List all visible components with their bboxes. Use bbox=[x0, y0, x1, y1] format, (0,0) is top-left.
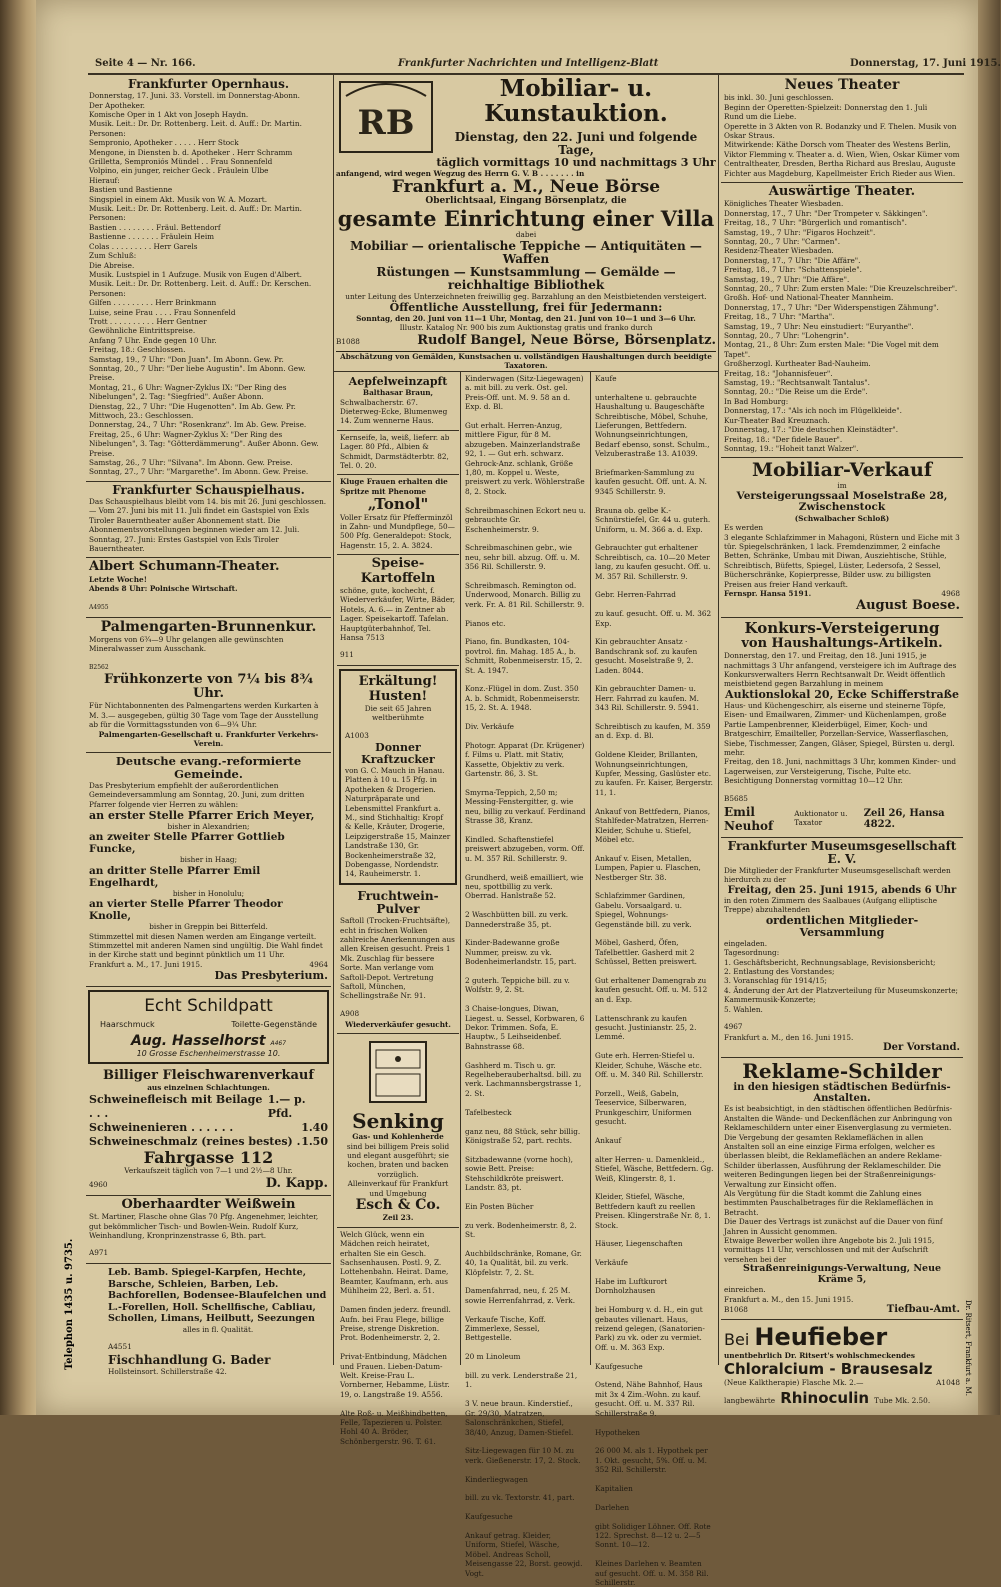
gemeinde-text2: Stimmzettel mit diesen Namen werden am Eingange verteilt. Stimmzettel mit anderen Namen sind ungültig. Die Wahl findet in der Kirche statt und beginnt pünktlich um 11 Uhr. bbox=[89, 931, 323, 960]
header-date: Donnerstag, 17. Juni 1915. bbox=[850, 58, 1001, 69]
auction-code: B1088 bbox=[336, 336, 360, 346]
wein-text: St. Martiner, Flasche ohne Glas 70 Pfg. Angenehmer, leichter, gut bekömmlicher Tisch- und Bowlen-Wein. Rudolf Kurz, Weinhandlung, Kronprinzenstrasse 6, Bth. part. bbox=[89, 1212, 319, 1240]
column-rule bbox=[460, 372, 461, 1365]
apfelwein-owner: Balthasar Braun, bbox=[362, 388, 434, 398]
fisch-ad bbox=[86, 1264, 331, 1379]
schumann-text: Letzte Woche! Abends 8 Uhr: Polnische Wirtschaft. bbox=[89, 574, 238, 594]
auctioneer-name: Rudolf Bangel, Neue Börse, Börsenplatz. bbox=[417, 332, 716, 348]
ritsert-vertical: Dr. Ritsert, Frankfurt a. M. bbox=[964, 1300, 972, 1396]
schildpatt-name: Aug. Hasselhorst bbox=[130, 1033, 266, 1050]
header-masthead: Frankfurter Nachrichten und Intelligenz-Blatt bbox=[398, 58, 659, 69]
gemeinde-title: Deutsche evang.-reformierte Gemeinde. bbox=[115, 754, 302, 782]
auction-exhibition-times: Sonntag, den 20. Juni von 11—1 Uhr, Montag, den 21. Juni von 10—1 und 3—6 Uhr. bbox=[356, 313, 696, 323]
auction-exhibition: Öffentliche Ausstellung, frei für Jedermann: bbox=[389, 300, 663, 314]
auction-line3: anfangend, wird wegen Wegzug des Herrn G. V. B . . . . . . . in bbox=[336, 169, 585, 179]
apfelwein-title: Aepfelweinzapft bbox=[348, 375, 448, 388]
senking-ad: Senking Gas- und Kohlenherde sind bei billigem Preis solid und elegant ausgeführt; sie kochen, braten und backen vorzüglich. Alleinverkauf für Frankfurt und Umgebung Esch & Co. Zeil 23. bbox=[337, 1034, 459, 1228]
auction-rule bbox=[334, 371, 718, 372]
museum-title: Frankfurter Museumsgesellschaft E. V. bbox=[727, 838, 957, 866]
opernhaus-program: Donnerstag, 17. Juni. 33. Vorstell. im Donnerstag-Abonn. Der Apotheker. Komische Oper in 1 Akt von Joseph Haydn. Musik. Leit.: Dr. Dr. Rottenberg. Leit. d. Auff.: Dr. Martin. Personen: Sempronio, Apotheker . . . . . Herr Stock Mengone, in Diensten b. d. Apotheker . Herr Schramm Grilletta, Semproniós Mündel . . Frau Sonnenfeld Volpino, ein junger, reicher Geck . Fräulein Ulbe Hierauf: Bastien und Bastienne Singspiel in einem Akt. Musik von W. A. Mozart. Musik. Leit.: Dr. Dr. Rottenberg. Leit. d. Auff.: Dr. Martin. Personen: Bastien . . . . . . . . Fräul. Bettendorf Bastienne . . . . . . . Fräulein Heim Colas . . . . . . . . . Herr Garels Zum Schluß: Die Abreise. Musik. Lustspiel in 1 Aufzuge. Musik von Eugen d'Albert. Musik. Leit.: Dr. Dr. Rottenberg. Leit. d. Auff.: Dr. Kerschen. Personen: Gilfen . . . . . . . . . Herr Brinkmann Luise, seine Frau . . . . Frau Sonnenfeld Trott . . . . . . . . . . Herr Gentner Gewöhnliche Eintrittspreise. Anfang 7 Uhr. Ende gegen 10 Uhr. Freitag, 18.: Geschlossen. Samstag, 19., 7 Uhr: "Don Juan". Im Abonn. Gew. Pr. Sonntag, 20., 7 Uhr: "Der liebe Augustin". Im Abonn. Gew. Preise. Montag, 21., 6 Uhr: Wagner-Zyklus IX: "Der Ring des Nibelungen", 2. Tag: "Siegfried". Außer Abonn. Dienstag, 22., 7 Uhr: "Die Hugenotten". Im Ab. Gew. Pr. Mittwoch, 23.: Geschlossen. Donnerstag, 24., 7 Uhr: "Rosenkranz". Im Ab. Gew. Preise. Freitag, 25., 6 Uhr: Wagner-Zyklus X: "Der Ring des Nibelungen", 3. Tag: "Götterdämmerung". Außer Abonn. Gew. Preise. Samstag, 26., 7 Uhr: "Silvana". Im Abonn. Gew. Preise. Sonntag, 27., 7 Uhr: "Margarethe". Im Abonn. Gew. Preise. bbox=[89, 91, 319, 477]
column-3-classifieds bbox=[462, 374, 589, 1578]
pastor-4: an vierter Stelle Pfarrer Theodor Knolle, bbox=[89, 898, 283, 923]
wein-title: Oberhaardter Weißwein bbox=[121, 1196, 296, 1212]
konkurs-title: Konkurs-Versteigerung bbox=[744, 619, 940, 638]
auction-location: Frankfurt a. M., Neue Börse bbox=[391, 177, 661, 198]
museum-notice: Frankfurter Museumsgesellschaft E. V. Die Mitglieder der Frankfurter Museumsgesellschaft werden hierdurch zu der Freitag, den 25. Juni 1915, abends 6 Uhr in den roten Zimmern des Saalbaues (Aufgang elliptische Treppe) abzuhaltenden ordentlichen Mitglieder-Versammlung eingeladen. Tagesordnung: 1. Geschäftsbericht, Rechnungsablage, Revisionsbericht; 2. Entlastung des Vorstandes; 3. Voranschlag für 1914/15; 4. Änderung der Art der Platzverteilung für Museumskonzerte; Kammermusik-Konzerte; 5. Wahlen. 4967 Frankfurt a. M., den 16. Juni 1915. Der Vorstand. bbox=[721, 838, 963, 1059]
apfelwein-text: Schwalbacherstr. 67. Dieterweg-Ecke, Blumenweg 14. Zum wennerne Haus. bbox=[340, 397, 448, 426]
auction-items-2: Rüstungen — Kunstsammlung — Gemälde — reichhaltige Bibliothek bbox=[376, 264, 676, 293]
pastor-3-origin: bisher in Honolulu; bbox=[172, 888, 245, 898]
palmengarten-text2: Für Nichtabonnenten des Palmengartens werden Kurkarten à M. 3.— ausgegeben, gültig 30 Tage vom Tage der Ausstellung ab für die Vormittagsstunden von 6—9¼ Uhr. bbox=[89, 701, 319, 730]
gemeinde-signature: Das Presbyterium. bbox=[214, 969, 328, 983]
telephone-vertical: Telephon 1435 u. 9735. bbox=[64, 1238, 75, 1370]
tonol-ad: Kluge Frauen erhalten die Spritze mit Phenome „Tonol" Voller Ersatz für Pfefferminzöl in Zahn- und Mundpflege, 50—500 Pfg. Generaldepot: Stock, Hagenstr. 15, 2. A. 3824. bbox=[337, 475, 459, 555]
pastor-2-origin: bisher in Haag; bbox=[179, 855, 238, 865]
auction-dates: Dienstag, den 22. Juni und folgende Tage, bbox=[454, 129, 698, 157]
auction-appraisal: Abschätzung von Gemälden, Kunstsachen u. vollständigen Haushaltungen durch beeidigte Taxatoren. bbox=[336, 351, 716, 371]
header-page-number: Seite 4 — Nr. 166. bbox=[95, 58, 196, 69]
column-1 bbox=[86, 76, 331, 1377]
neuhof-name: Emil Neuhof bbox=[724, 804, 774, 833]
column-rule bbox=[718, 75, 719, 1365]
svg-text:RB: RB bbox=[357, 103, 415, 143]
schildpatt-address: 10 Grosse Eschenheimerstrasse 10. bbox=[136, 1049, 281, 1059]
auswaertige-title: Auswärtige Theater. bbox=[768, 184, 916, 200]
auction-dabei: dabei bbox=[515, 230, 537, 240]
column-rule bbox=[333, 75, 334, 1365]
pastor-1: an erster Stelle Pfarrer Erich Meyer, bbox=[89, 808, 315, 822]
kernseife-ad: Kernseife, la, weiß, lieferr. ab Lager. 80 Pfd., Albien & Schmidt, Darmstädterbtr. 82, Tel. 0. 20. bbox=[337, 431, 459, 476]
reklame-title: Reklame-Schilder bbox=[742, 1059, 942, 1084]
auction-title: Mobiliar- u. Kunstauktion. bbox=[484, 75, 668, 128]
palmengarten-code: B2562 bbox=[89, 663, 109, 671]
book-binding bbox=[0, 0, 38, 1415]
esch-name: Esch & Co. bbox=[355, 1197, 441, 1214]
fisch-quality: alles in fl. Qualität. bbox=[182, 1324, 254, 1334]
fruchtwein-title: Fruchtwein-Pulver bbox=[357, 888, 439, 916]
rhinoculin-brand: Rhinoculin bbox=[780, 1388, 870, 1407]
palmengarten-footer: Palmengarten-Gesellschaft u. Frankfurter Verkehrs-Verein. bbox=[98, 729, 319, 748]
column-2a bbox=[337, 374, 459, 1446]
gemeinde-date: Frankfurt a. M., 17. Juni 1915. bbox=[89, 959, 203, 969]
auction-items-1: Mobiliar — orientalische Teppiche — Antiquitäten — Waffen bbox=[350, 238, 702, 266]
konkurs-ad: Konkurs-Versteigerung von Haushaltungs-Artikeln. Donnerstag, den 17. und Freitag, den 18. Juni 1915, je nachmittags 3 Uhr anfangend, versteigere ich im Auftrage des Konkursverwalters Herrn Rechtsanwalt Dr. Weidt öffentlich meistbietend gegen Barzahlung in meinem Auktionslokal 20, Ecke Schifferstraße Haus- und Küchengeschirr, als eiserne und steinerne Töpfe, Eisen- und Emailwaren, Zimmer- und Küchenlampen, große Partie Lampenbrenner, Kleiderbügel, Eimer, Koch- und Bratgeschirr, Emailteller, Porzellan-Service, Wasserflaschen, Siebe, Tischmesser, Zangen, Gläser, Spiegel, Bürsten u. dergl. mehr. Freitag, den 18. Juni, nachmittags 3 Uhr, kommen Kinder- und Lagerweisen, zur Versteigerung, Tische, Pulte etc. Besichtigung Donnerstag vormittag 10—12 Uhr. B5685 Emil Neuhof Auktionator u. Taxator Zeil 26, Hansa 4822. bbox=[721, 618, 963, 837]
stove-illustration bbox=[340, 1036, 456, 1106]
auswaertige-theater: Auswärtige Theater. Königliches Theater Wiesbaden. Donnerstag, 17., 7 Uhr: "Der Trompeter v. Säkkingen". Freitag, 18., 7 Uhr: "Bürgerlich und romantisch". Samstag, 19., 7 Uhr: "Figaros Hochzeit". Sonntag, 20., 7 Uhr: "Carmen". Residenz-Theater Wiesbaden. Donnerstag, 17., 7 Uhr: "Die Affäre". Freitag, 18., 7 Uhr: "Schattenspiele". Samstag, 19., 7 Uhr: "Die Affäre". Sonntag, 20., 7 Uhr: Zum ersten Male: "Die Kreuzelschreiber". Großh. Hof- und National-Theater Mannheim. Donnerstag, 17., 7 Uhr: "Der Widerspenstigen Zähmung". Freitag, 18., 7 Uhr: "Martha". Samstag, 19., 7 Uhr: Neu einstudiert: "Euryanthe". Sonntag, 20., 7 Uhr: "Lohengrin". Montag, 21., 8 Uhr: Zum ersten Male: "Die Vogel mit dem Tapet". Großherzogl. Kurtheater Bad-Nauheim. Freitag, 18.: "Johannisfeuer". Samstag, 19.: "Rechtsanwalt Tantalus". Sonntag, 20.: "Die Reise um die Erde". In Bad Homburg: Donnerstag, 17.: "Als ich noch im Flügelkleide". Kur-Theater Bad Kreuznach. Donnerstag, 17.: "Die deutschen Kleinstädter". Freitag, 18.: "Der fidele Bauer". Sonntag, 19.: "Hoheit tanzt Walzer". bbox=[721, 183, 963, 458]
schildpatt-left: Haarschmuck bbox=[100, 1020, 155, 1030]
mobiliar-verkauf-title: Mobiliar-Verkauf bbox=[751, 459, 933, 482]
pastor-4-origin: bisher in Greppin bei Bitterfeld. bbox=[149, 922, 268, 932]
kartoffel-title: Speise-Kartoffeln bbox=[360, 556, 436, 586]
schauspielhaus-notice bbox=[86, 482, 331, 559]
pastor-3: an dritter Stelle Pfarrer Emil Engelhardt, bbox=[89, 864, 261, 889]
fleisch-address: Fahrgasse 112 bbox=[143, 1147, 274, 1167]
erkaeltung-title: Erkältung! Husten! bbox=[358, 674, 438, 704]
gemeinde-text: Das Presbyterium empfiehlt der außerordentlichen Gemeindeversammlung am Sonntag, 20. Juni, zum dritten Pfarrer folgende vier Herren zu wählen: bbox=[89, 780, 305, 809]
neues-theater-title: Neues Theater bbox=[784, 77, 900, 93]
heufieber-title: Heufieber bbox=[754, 1322, 888, 1351]
mobiliar-verkauf-ad: Mobiliar-Verkauf im Versteigerungssaal Moselstraße 28, Zwischenstock (Schwalbacher Schloß) Es werden 3 elegante Schlafzimmer in Mahagoni, Rüstern und Eiche mit 3 tür. Spiegelschränken, 1 lack. Fremdenzimmer, 2 einfache Betten, Schränke, Umbau mit Diwan, Ausziehtische, Stühle, Schreibtisch, Büfetts, Spiegel, Lüster, Ledersofa, 2 Sessel, Bücherschränke, Kopierpresse, Bilder usw. zu billigsten Preisen aus freier Hand verkauft. Fernspr. Hansa 5191. 4968 August Boese. bbox=[721, 458, 963, 618]
fleisch-code: 4960 bbox=[89, 1179, 108, 1189]
schildpatt-right: Toilette-Gegenstände bbox=[231, 1020, 317, 1030]
kraftzucker-brand: Donner Kraftzucker bbox=[361, 740, 435, 766]
kartoffel-ad: Speise-Kartoffeln schöne, gute, kochecht, f. Wiederverkäufer, Wirte, Bäder, Hotels, A. 6.— in Zentner ab Lager. Speisekartoff. Tafelan. Hauptgüterbahnhof, Tel. Hansa 7513 911 bbox=[337, 555, 459, 666]
fisch-code: A4551 bbox=[108, 1342, 132, 1352]
schumann-code: A4955 bbox=[89, 603, 109, 611]
schildpatt-title: Echt Schildpatt bbox=[144, 996, 273, 1017]
column-4 bbox=[721, 76, 963, 1407]
auction-ad bbox=[336, 76, 716, 371]
palmengarten-text: Morgens von 6¾—9 Uhr gelangen alle gewünschten Mineralwasser zum Ausschank. bbox=[89, 634, 284, 654]
schumann-title: Albert Schumann-Theater. bbox=[89, 559, 280, 575]
neues-theater: Neues Theater bis inkl. 30. Juni geschlossen. Beginn der Operetten-Spielzeit: Donnerstag den 1. Juli Rund um die Liebe. Operette in 3 Akten von R. Bodanzky und F. Thelen. Musik von Oskar Straus. Mitwirkende: Käthe Dorsch vom Theater des Westens Berlin, Viktor Flemming v. Theater a. d. Wien, Wien, Oskar Kümer vom Centraltheater, Dresden, Bertha Richard aus Breslau, Auguste Fichter aus Magdeburg, Kapellmeister Erich Rieder aus Wien. bbox=[721, 76, 963, 183]
fisch-address: Hollsteinsort. Schillerstraße 42. bbox=[108, 1367, 227, 1377]
gemeinde-code: 4964 bbox=[309, 959, 328, 969]
schumann-notice bbox=[86, 558, 331, 617]
chloralcium-brand: Chloralcium - Brausesalz bbox=[724, 1360, 933, 1379]
schauspielhaus-text: Das Schauspielhaus bleibt vom 14. bis mit 26. Juni geschlossen. — Vom 27. Juni bis mit 11. Juli findet ein Gastspiel von Exls Tiroler Bauerntheater außer Abonnement statt. Die Abonnementsvorstellungen beginnen wieder am 12. Juli. Sonntag, 27. Juni: Erstes Gastspiel von Exls Tiroler Bauerntheater. bbox=[89, 497, 327, 554]
palmengarten-notice bbox=[86, 618, 331, 754]
apfelwein-ad bbox=[337, 374, 459, 431]
classified-personal: Welch Glück, wenn ein Mädchen reich heiratet, erhalten Sie ein Gesch. Sachsenhausen. Postl. 9, Z. Lottehenbahn. Heirat. Dame, Beamter, Kaufmann, erh. aus Mühlheim 22, Berl. a. 51. Damen finden jederz. freundl. Aufn. bei Frau Flege, billige Preise, strenge Diskretion. Prot. Bodenheimerstr. 2, 2. Privat-Entbindung, Mädchen und Frauen. Lieben-Datum-Welt. Kreise-Frau L. Vornberner, Hebamme, Lüstr. 19, o. Langstraße 19. A556. Alte Roß- u. Meißbindbetten, Felle, Tapezieren u. Polster. Hohl 40 A. Bröder, Schönbergerstr. 96. T. 61. bbox=[340, 1229, 451, 1446]
column-rule bbox=[590, 372, 591, 1365]
column-3b-classifieds bbox=[592, 374, 717, 1587]
schildpatt-code: A467 bbox=[270, 1040, 287, 1048]
pastor-1-origin: bisher in Alexandrien; bbox=[167, 821, 250, 831]
reklame-notice: Reklame-Schilder in den hiesigen städtischen Bedürfnis-Anstalten. Es ist beabsichtigt, in den städtischen öffentlichen Bedürfnis-Anstalten die Wände- und Deckenflächen zur Anbringung von Reklameschildern unter einer Eisenverglasung zu vermieten. Die Vergebung der gesamten Reklameflächen in allen Anstalten soll an eine einzige Firma erfolgen, welcher es überlassen bleibt, die Reklameflächen an andere Reklame-Schilder überlassen, Ausführung der Reklameschilder. Die weiteren Bedingungen liegen bei der Straßenreinigungs-Verwaltung zur Einsicht offen. Als Vergütung für die Stadt kommt die Zahlung eines bestimmten Pauschalbetrages für die Reklameflächen in Betracht. Die Dauer des Vertrags ist zunächst auf die Dauer von fünf Jahren in Aussicht genommen. Etwaige Bewerber wollen ihre Angebote bis 2. Juli 1915, vormittags 11 Uhr, verschlossen und mit der Aufschrift versehen bei der Straßenreinigungs-Verwaltung, Neue Kräme 5, einreichen. Frankfurt a. M., den 15. Juni 1915. B1068 Tiefbau-Amt. bbox=[721, 1058, 963, 1320]
erkaeltung-ad: Erkältung! Husten! Die seit 65 Jahren weltberühmte A1003 Donner Kraftzucker von G. C. Mauch in Hanau. Platten à 10 u. 15 Pfg. in Apotheken & Drogerien. Naturpräparate und Lebensmittel Frankfurt a. M., sind Stichhaltig: Kropf & Kelle, Kräuter, Drogerie, Leipzigerstraße 15, Mainzer Landstraße 130, Gr. Bockenheimerstraße 32, Dobengasse, Nordendstr. 14, Rauheimerstr. 1. bbox=[339, 669, 457, 884]
fleisch-subtitle: aus einzelnen Schlachtungen. bbox=[147, 1083, 270, 1093]
price-row-1: Schweinefleisch mit Beilage . . . 1.— p. Pfd. bbox=[89, 1092, 306, 1120]
schildpatt-ad bbox=[88, 990, 329, 1064]
price-row-2: Schweinenieren . . . . . . 1.40 bbox=[89, 1120, 328, 1134]
schauspielhaus-title: Frankfurter Schauspielhaus. bbox=[112, 482, 305, 497]
auction-catalog: Illustr. Katalog Nr. 900 bis zum Auktionstag gratis und franko durch bbox=[399, 323, 653, 333]
fleisch-name: D. Kapp. bbox=[265, 1175, 328, 1191]
page-edge bbox=[978, 0, 1000, 1415]
auction-entrance: Oberlichtsaal, Eingang Börsenplatz, die bbox=[425, 196, 627, 207]
boese-name: August Boese. bbox=[856, 598, 960, 614]
classified-list-a: Kinderwagen (Sitz-Liegewagen) a. mit bill. zu verk. Ost. gel. Preis-Off. unt. M. 9. 58 an d. Exp. d. Bl. Gut erhalt. Herren-Anzug, mittlere Figur, für 8 M. abzugeben. Mainzerlandstraße 92, 1. — Gut erh. schwarz. Gehrock-Anz. schlank, Größe 1,80, m. Koppel u. Weste, preiswert zu verk. Wöhlerstraße 8, 2. Stock. Schreibmaschinen Eckort neu u. gebrauchte Gr. Eschenheimerstr. 9. Schreibmaschinen gebr., wie neu, sehr bill. abzug. Off. u. M. 356 Ril. Schillerstr. 9. Schreibmasch. Remington od. Underwood, Monarch. Billig zu verk. Fr. A. 81 Ril. Schillerstr. 9. Pianos etc. Piano, fin. Bundkasten, 104-povtrol. fin. Mahag. 185 A., b. Schmitt, Robenmeiserstr. 15, 2. St. A. 1947. Konz.-Flügel in dom. Zust. 350 A. b. Schmidt, Robenmeiserstr. 15, 2. St. A. 1948. Div. Verkäufe Photogr. Apparat (Dr. Krügener) f. Films u. Platt. mit Stativ, Kassette, Objektiv zu verk. Gartenstr. 86, 3. St. Smyrna-Teppich, 2,50 m; Messing-Fenstergitter, g. wie neu, billig zu verkauf. Ferdinand Strasse 38, Kranz. Kindled. Schaftenstiefel preiswert abzugeben, vorm. Off. u. M. 357 Ril. Schillerstr. 9. Grundherd, weiß emailliert, wie neu, spottbillig zu verk. Oberrad. Hanlstraße 52. 2 Waschbütten bill. zu verk. Dannederstraße 35, pt. Kinder-Badewanne große Nummer, preisw. zu vk. Bodenheimerlandstr. 15, part. 2 guterh. Teppiche bill. zu v. Wolfstr. 9, 2. St. 3 Chaise-longues, Diwan, Liegest. u. Sessel, Korbwaren, 6 Dekor. Trimmen. Sofa, E. Hauptw., 5 Leihseidenbef. Bahnstrasse 68. Gashherd m. Tisch u. gr. Regelheberauberhaltsd. bill. zu verk. Lachmannsbergstrasse 1, 2. St. Tafelbesteck ganz neu, 88 Stück, sehr billig. Königstraße 52, part. rechts. Sitzbadewanne (vorne hoch), sowie Bett. Preise: Stehschildkröte preiswert. Landstr. 83, pt. Ein Posten Bücher zu verk. Bodenheimerstr. 8, 2. St. Auchbildschränke, Romane, Gr. 40, 1a Qualität, bil. zu verk. Klöpfelstr. 7, 2. St. Damenfahrrad, neu, f. 25 M. sowie Herrenfahrrad, z. Verk. Verkaufe Tische, Koff. Zimmerlexe, Sessel, Bettgestelle. 20 m Linoleum bill. zu verk. Lenderstraße 21, 1. 3 V. neue braun. Kinderstief., Gr. 29/30, Matratzen, Salonschränkchen, Stiefel, 38/40, Anzug, Damen-Stiefel. Sitz-Liegewagen für 10 M. zu verk. Gießenerstr. 17, 2. Stock. Kinderliegwagen bill. zu vk. Textorstr. 41, part. Kaufgesuche Ankauf getrag. Kleider, Uniform, Stiefel, Wäsche, Möbel. Andreas Scholl, Meisengasse 22, Borst. geowjd. Vogt. bbox=[465, 374, 586, 1578]
wein-ad bbox=[86, 1196, 331, 1265]
auction-terms: unter Leitung des Unterzeichneten freiwillig geg. Barzahlung an den Meistbietenden versteigert. bbox=[345, 292, 707, 302]
tonol-brand: „Tonol" bbox=[367, 495, 429, 514]
fleisch-price-list bbox=[89, 1093, 328, 1149]
palmengarten-title: Palmengarten-Brunnenkur. bbox=[100, 618, 317, 635]
fleisch-ad bbox=[86, 1067, 331, 1196]
fisch-text: Leb. Bamb. Spiegel-Karpfen, Hechte, Barsche, Schleien, Barben, Leb. Bachforellen, Bodensee-Blaufelchen und L.-Forellen, Holl. Schellfische, Cabliau, Schollen, Limans, Heilbutt, Seezungen bbox=[108, 1267, 327, 1325]
fisch-name: Fischhandlung G. Bader bbox=[108, 1353, 271, 1368]
classified-list-b: Kaufe unterhaltene u. gebrauchte Haushaltung u. Baugeschäfte Schreibtische, Möbel, Schuhe, Lieferungen, Bettfedern. Wohnungseinrichtungen, Bedarf ebenso, sonst. Schulm., Velzuberastraße 13. A1039. Briefmarken-Sammlung zu kaufen gesucht. Off. unt. A. N. 9345 Schillerstr. 9. Brauna ob. gelbe K.-Schnürstiefel, Gr. 44 u. guterh. Uniform, u. M. 366 a. d. Exp. Gebrauchter gut erhaltener Schreibtisch, ca. 10—20 Meter lang, zu kaufen gesucht. Off. u. M. 357 Ril. Schillerstr. 9. Gebr. Herren-Fahrrad zu kauf. gesucht. Off. u. M. 362 Exp. Kin gebrauchter Ansatz · Bandschrank sof. zu kaufen gesucht. Moselstraße 9, 2. Laden. 8044. Kin gebrauchter Damen- u. Herr. Fahrrad zu kaufen. M. 343 Ril. Schillerstr. 9. 5941. Schreibtisch zu kaufen, M. 359 an d. Exp. d. Bl. Goldene Kleider, Brillanten, Wohnungseinrichtungen, Kupfer, Messing, Gaslüster etc. zu kaufen. Fr. Kaiser, Bergerstr. 11, 1. Ankauf von Bettfedern, Pianos, Stahlfeder-Matratzen, Herren-Kleider, Schuhe u. Stiefel, Möbel etc. Ankauf v. Eisen, Metallen, Lumpen, Papier u. Flaschen, Nestberger Str. 38. Schlafzimmer Gardinen, Gabelu. Vorsaalgard. u. Spiegel, Wohnungs-Gegenstände bill. zu verk. Möbel, Gasherd, Öfen, Tafelbettler. Gasherd mit 2 Schüssel, Betten preiswert. Gut erhaltener Damengrab zu kaufen gesucht. Off. u. M. 512 an d. Exp. Lattenschrank zu kaufen gesucht. Justinianstr. 25, 2. Lemmé. Gute erh. Herren-Stiefel u. Kleider, Schuhe, Wäsche etc. Off. u. M. 340 Ril. Schillerstr. Porzell., Weiß, Gabeln, Teeservice, Silberwaren, Prunkgeschirr, Uniformen gesucht. Ankauf alter Herren- u. Damenkleid., Stiefel, Wäsche, Bettfedern. Gg. Weiß, Klingerstr. 8, 1. Kleider, Stiefel, Wäsche, Bettfedern kauft zu reellen Preisen. Klingerstraße Nr. 8, 1. Stock. Häuser, Liegenschaften Verkäufe Habe im Luftkurort Dornholzhausen bei Homburg v. d. H., ein gut gebautes villenart. Haus, reizend gelegen, (Sanatorien-Park) zu vk. oder zu vermiet. Off. u. M. 363 Exp. Kaufgesuche Ostend, Nähe Bahnhof, Haus mit 3x 4 Zim.-Wohn. zu kauf. gesucht. Off. u. M. 337 Ril. Schillerstraße 9. Hypotheken 26 000 M. als 1. Hypothek per 1. Okt. gesucht, 5%. Off. u. M. 352 Ril. Schillerstr. Kapitalien Darlehen gibt Solidiger Löhner. Off. Rote 122. Sprechst. 8—12 u. 2—5 Sonnt. 10—12. Kleines Darlehen v. Beamten auf gesucht. Off. u. M. 358 Ril. Schillerstr. bbox=[595, 374, 714, 1587]
auction-villa: gesamte Einrichtung einer Villa bbox=[337, 206, 715, 232]
palmengarten-concerts: Frühkonzerte von 7¼ bis 8¾ Uhr. bbox=[104, 671, 313, 702]
heufieber-ad: Bei Heufieber unentbehrlich Dr. Ritsert's wohlschmeckendes Chloralcium - Brausesalz (Neue Kalktherapie) Flasche Mk. 2.— A1048 langbewährte Rhinoculin Tube Mk. 2.50. bbox=[724, 1322, 960, 1407]
fleisch-hours: Verkaufszeit täglich von 7—1 und 2½—8 Uhr. bbox=[124, 1166, 293, 1176]
fleisch-title: Billiger Fleischwarenverkauf bbox=[103, 1068, 314, 1084]
senking-title: Senking bbox=[352, 1109, 444, 1134]
gemeinde-notice bbox=[86, 753, 331, 987]
auction-logo bbox=[336, 76, 436, 156]
auction-hours: täglich vormittags 10 und nachmittags 3 Uhr bbox=[436, 155, 716, 169]
opernhaus-title: Frankfurter Opernhaus. bbox=[127, 77, 289, 91]
opernhaus-notice bbox=[86, 76, 331, 482]
price-row-3: Schweineschmalz (reines bestes) . 1.50 bbox=[89, 1134, 328, 1148]
fruchtwein-ad: Fruchtwein-Pulver Saftoll (Trocken-Fruchtsäfte), echt in frischen Wolken zahlreiche Anerkennungen aus allen Kreisen gesucht. Preis 1 Mk. Zuschlag für bessere Sorte. Man verlange vom Saftoll-Depot. Vertretung Saftoll, München, Schellingstraße Nr. 91. A908 Wiederverkäufer gesucht. bbox=[337, 888, 459, 1034]
wein-code: A971 bbox=[89, 1248, 109, 1258]
pastor-2: an zweiter Stelle Pfarrer Gottlieb Funcke, bbox=[89, 831, 285, 856]
